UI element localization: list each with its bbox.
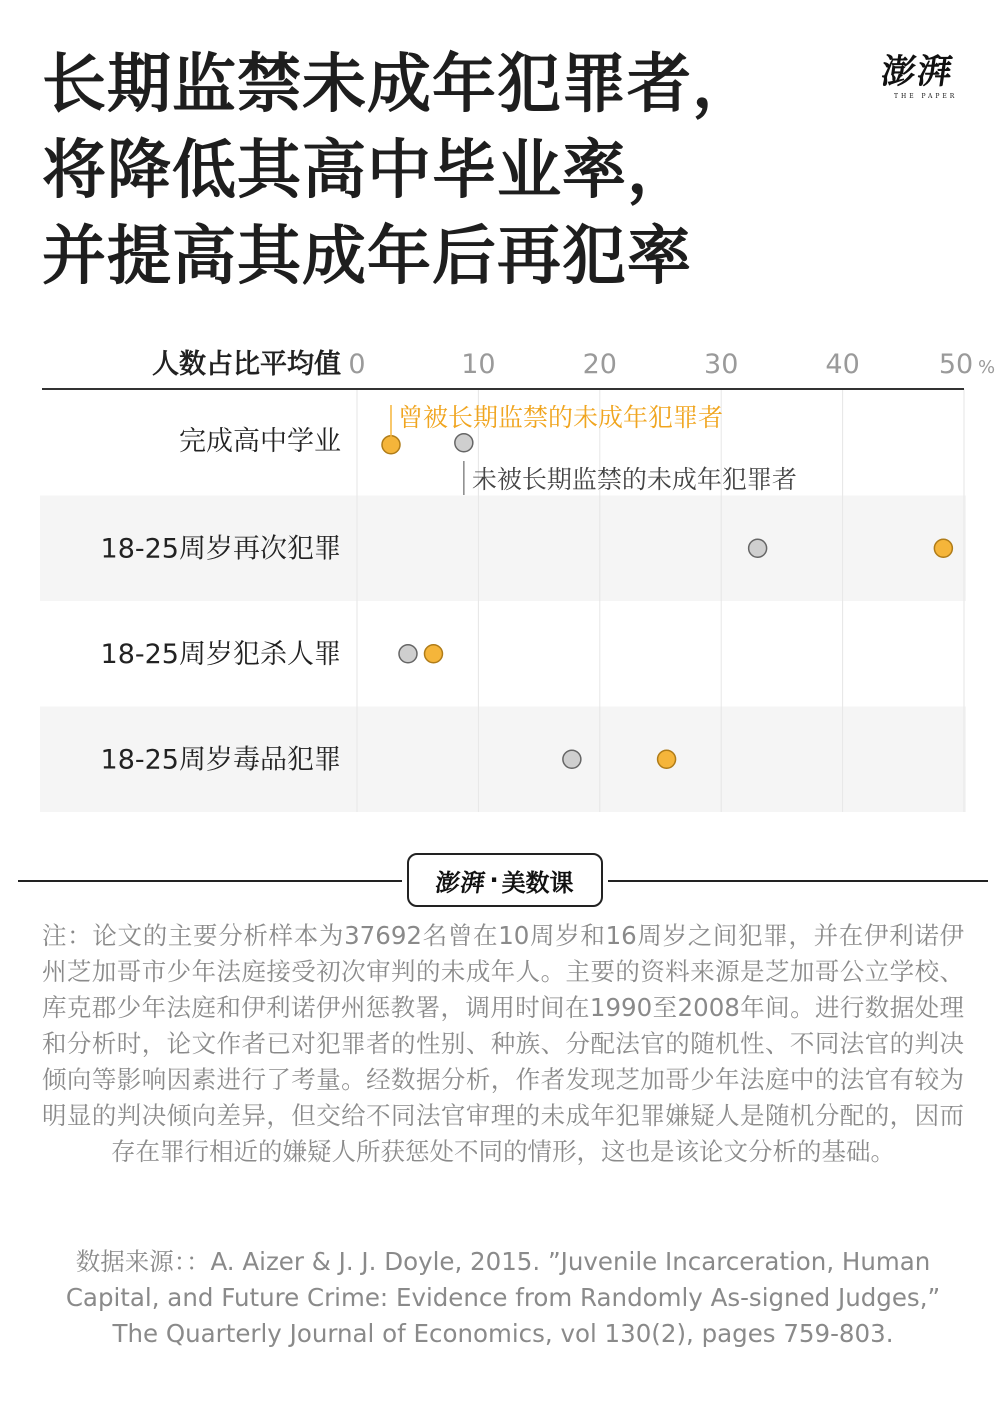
dot-incarcerated [424, 645, 442, 663]
badge-logo-text: 澎湃 [434, 867, 489, 897]
x-tick-label: 20 [582, 349, 617, 380]
dot-not-incarcerated [563, 750, 581, 768]
x-tick-label: 30 [704, 349, 739, 380]
category-label: 18-25周岁再次犯罪 [100, 533, 341, 565]
axis-title: 人数占比平均值 [152, 349, 341, 380]
category-label: 完成高中学业 [179, 425, 341, 457]
methodology-note: 注：论文的主要分析样本为37692名曾在10周岁和16周岁之间犯罪，并在伊利诺伊州芝加哥市少年法庭接受初次审判的未成年人。主要的资料来源是芝加哥公立学校、库克郡少年法庭和伊利诺伊州惩教署，调用时间在1990至2008年间。进行数据处理和分析时，论文作者已对犯罪者的性别、种族、分配法官的随机性、不同法官的判决倾向等影响因素进行了考量。经数据分析，作者发现芝加哥少年法庭中的法官有较为明显的判决倾向差异，但交给不同法官审理的未成年犯罪嫌疑人是随机分配的，因而存在罪行相近的嫌疑人所获惩处不同的情形，这也是该论文分析的基础。 [42, 921, 964, 1166]
series-label-incarcerated: 曾被长期监禁的未成年犯罪者 [397, 403, 724, 432]
the-paper-logo [878, 44, 974, 100]
data-source: 数据来源：：A. Aizer & J. J. Doyle, 2015. ”Juvenile Incarceration, Human Capital, and Future Crime: Evidence from Randomly As-signed Judges,” The Quarterly Journal of Economics, vol 130(2), pages 759-803. [65, 1247, 941, 1348]
dot-incarcerated [658, 750, 676, 768]
x-tick-label: 40 [825, 349, 860, 380]
title-line-3: 并提高其成年后再犯率 [42, 220, 692, 294]
badge-dot: · [489, 866, 499, 894]
title-line-2: 将降低其高中毕业率， [42, 134, 692, 208]
dot-not-incarcerated [749, 539, 767, 557]
category-label: 18-25周岁犯杀人罪 [100, 638, 341, 670]
meishuke-badge [407, 853, 603, 907]
badge-label: 美数课 [501, 868, 574, 897]
x-tick-unit: % [978, 357, 996, 378]
series-label-not-incarcerated: 未被长期监禁的未成年犯罪者 [471, 465, 797, 494]
x-tick-label: 10 [461, 349, 496, 380]
category-label: 18-25周岁毒品犯罪 [100, 744, 341, 776]
title-line-1: 长期监禁未成年犯罪者， [42, 48, 757, 122]
dot-plot-chart [0, 330, 1005, 820]
logo-chinese-text: 澎湃 [878, 52, 957, 92]
x-tick-label: 0 [348, 349, 366, 380]
dot-incarcerated [934, 539, 952, 557]
page-title [42, 42, 862, 300]
logo-english-text: THE PAPER [894, 93, 958, 100]
dot-not-incarcerated [399, 645, 417, 663]
dot-not-incarcerated [455, 434, 473, 452]
x-tick-label: 50 [938, 349, 974, 380]
